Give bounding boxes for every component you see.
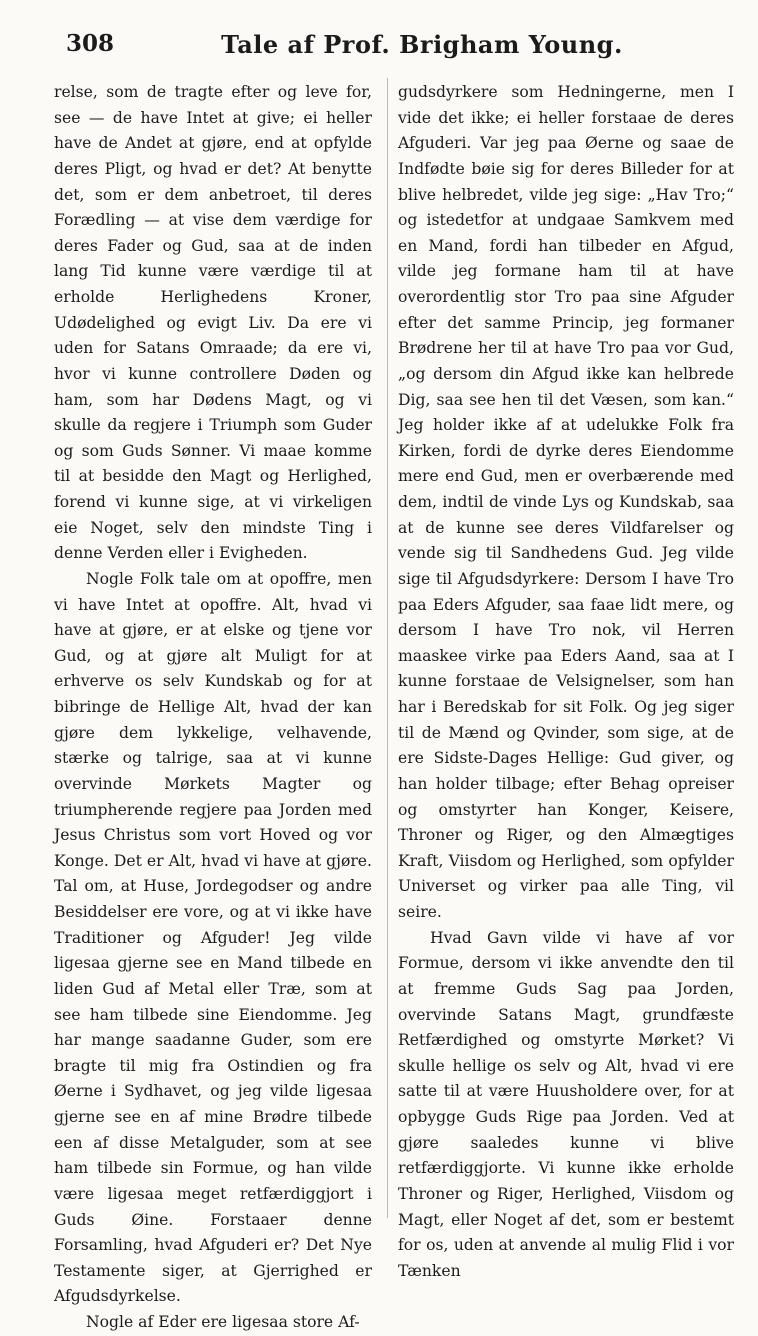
page-number: 308 (66, 30, 115, 57)
page-header (62, 30, 742, 64)
paragraph: Nogle af Eder ere ligesaa store Af- (86, 1313, 360, 1331)
paragraph: Hvad Gavn vilde vi have af vor Formue, dersom vi ikke anvendte den til at fremme Guds Sag paa Jorden, overvinde Satans Magt, grundfæste Retfærdighed og omstyrte Mørket? Vi skulle hellige os selv og Alt, hvad vi ere satte til at være Huusholdere over, for at opbygge Guds Rige paa Jorden. Ved at gjøre saaledes kunne vi blive retfærdiggjorte. Vi kunne ikke erholde Throner og Riger, Herlighed, Viisdom og Magt, eller Noget af det, som er bestemt for os, uden at anvende al mulig Flid i vor Tænken (398, 928, 734, 1280)
paragraph: Nogle Folk tale om at opoffre, men vi have Intet at opoffre. Alt, hvad vi have at gjøre, er at elske og tjene vor Gud, og at gjøre alt Muligt for at erhverve os selv Kundskab og for at bibringe de Hellige Alt, hvad der kan gjøre dem lykkelige, velhavende, stærke og talrige, saa at vi kunne overvinde Mørkets Magter og triumpherende regjere paa Jorden med Jesus Christus som vort Hoved og vor Konge. Det er Alt, hvad vi have at gjøre. Tal om, at Huse, Jordegodser og andre Besiddelser ere vore, og at vi ikke have Traditioner og Afguder! Jeg vilde ligesaa gjerne see en Mand tilbede en liden Gud af Metal eller Træ, som at see ham tilbede sine Eiendomme. Jeg har mange saadanne Guder, som ere bragte til mig fra Ostindien og fra Øerne i Sydhavet, og jeg vilde ligesaa gjerne see en af mine Brødre tilbede een af disse Metalguder, som at see ham tilbede sin Formue, og han vilde være ligesaa meget retfærdiggjort i Guds Øine. Forstaaer denne Forsamling, hvad Afguderi er? Det Nye Testamente siger, at Gjerrighed er Afgudsdyrkelse. (54, 569, 372, 1306)
right-column (398, 80, 734, 1284)
paragraph: relse, som de tragte efter og leve for, see — de have Intet at give; ei heller have de Andet at gjøre, end at opfylde deres Pligt, og hvad er det? At benytte det, som er dem anbetroet, til deres Forædling — at vise dem værdige for deres Fader og Gud, saa at de inden lang Tid kunne være værdige til at erholde Herlighedens Kroner, Udødelighed og evigt Liv. Da ere vi uden for Satans Omraade; da ere vi, hvor vi kunne controllere Døden og ham, som har Dødens Magt, og vi skulle da regjere i Triumph som Guder og som Guds Sønner. Vi maae komme til at besidde den Magt og Herlighed, forend vi kunne sige, at vi virkeligen eie Noget, selv den mindste Ting i denne Verden eller i Evigheden. (54, 83, 372, 563)
paragraph: gudsdyrkere som Hedningerne, men I vide det ikke; ei heller forstaae de deres Afguderi. Var jeg paa Øerne og saae de Indfødte bøie sig for deres Billeder for at blive helbredet, vilde jeg sige: „Hav Tro;“ og istedetfor at undgaae Samkvem med en Mand, fordi han tilbeder en Afgud, vilde jeg formane ham til at have overordentlig stor Tro paa sine Afguder efter det samme Princip, jeg formaner Brødrene her til at have Tro paa vor Gud, „og dersom din Afgud ikke kan helbrede Dig, saa see hen til det Væsen, som kan.“ Jeg holder ikke af at udelukke Folk fra Kirken, fordi de dyrke deres Eiendomme mere end Gud, men er overbærende med dem, indtil de vinde Lys og Kundskab, saa at de kunne see deres Vildfarelser og vende sig til Sandhedens Gud. Jeg vilde sige til Afgudsdyrkere: Dersom I have Tro paa Eders Afguder, saa faae lidt mere, og dersom I have Tro nok, vil Herren maaskee virke paa Eders Aand, saa at I kunne forstaae de Velsignelser, som han har i Beredskab for sit Folk. Og jeg siger til de Mænd og Qvinder, som sige, at de ere Sidste-Dages Hellige: Gud giver, og han holder tilbage; efter Behag opreiser og omstyrter han Konger, Keisere, Throner og Riger, og den Almægtiges Kraft, Viisdom og Herlighed, som opfylder Universet og virker paa alle Ting, vil seire. (398, 83, 734, 921)
running-title: Tale af Prof. Brigham Young. (221, 30, 623, 59)
column-divider (387, 78, 388, 1218)
left-column (54, 80, 372, 1336)
